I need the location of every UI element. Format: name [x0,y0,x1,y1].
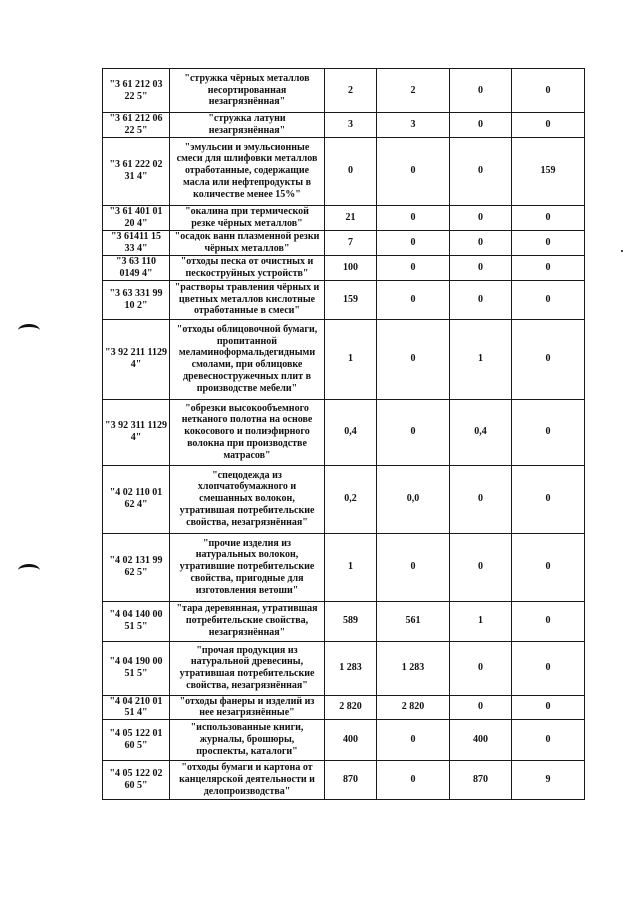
value-cell-3: 870 [450,761,512,800]
table-row [103,695,585,720]
waste-code-cell: "3 61 212 03 22 5" [103,69,170,113]
value-cell-1: 1 283 [325,641,377,695]
value-cell-1: 1 [325,319,377,399]
value-cell-4: 0 [512,399,585,465]
value-cell-3: 0 [450,113,512,138]
waste-description-cell: "отходы облицовочной бумаги, пропитанной меламиноформальдегидными смолами, при облицовке древесностружечных плит в производстве мебели" [170,319,325,399]
value-cell-1: 400 [325,720,377,761]
waste-code-cell: "4 05 122 01 60 5" [103,720,170,761]
waste-code-cell: "3 63 110 0149 4" [103,255,170,280]
value-cell-3: 0 [450,69,512,113]
value-cell-3: 0 [450,137,512,205]
value-cell-3: 0 [450,533,512,601]
value-cell-4: 0 [512,280,585,319]
waste-description-cell: "осадок ванн плазменной резки чёрных металлов" [170,230,325,255]
waste-description-cell: "использованные книги, журналы, брошюры, проспекты, каталоги" [170,720,325,761]
waste-description-cell: "обрезки высокообъемного нетканого полотна на основе кокосового и полиэфирного волокна при производстве матрасов" [170,399,325,465]
table-row [103,533,585,601]
table-row [103,230,585,255]
value-cell-2: 0 [377,137,450,205]
value-cell-2: 2 [377,69,450,113]
table-row [103,255,585,280]
waste-code-cell: "4 04 140 00 51 5" [103,601,170,641]
table-row [103,761,585,800]
value-cell-2: 2 820 [377,695,450,720]
table-row [103,720,585,761]
value-cell-2: 0 [377,720,450,761]
value-cell-4: 9 [512,761,585,800]
table-row [103,465,585,533]
value-cell-1: 100 [325,255,377,280]
table-row [103,601,585,641]
value-cell-3: 400 [450,720,512,761]
value-cell-2: 561 [377,601,450,641]
waste-description-cell: "прочие изделия из натуральных волокон, утратившие потребительские свойства, пригодные для изготовления ветоши" [170,533,325,601]
value-cell-4: 0 [512,601,585,641]
waste-code-cell: "3 61 401 01 20 4" [103,205,170,230]
value-cell-4: 0 [512,641,585,695]
scan-mark [18,324,40,337]
value-cell-1: 3 [325,113,377,138]
value-cell-2: 0 [377,230,450,255]
value-cell-4: 0 [512,695,585,720]
value-cell-1: 589 [325,601,377,641]
table-row [103,319,585,399]
value-cell-2: 0 [377,399,450,465]
value-cell-4: 0 [512,230,585,255]
value-cell-1: 7 [325,230,377,255]
table-row [103,641,585,695]
value-cell-2: 0 [377,319,450,399]
table-row [103,137,585,205]
value-cell-1: 2 [325,69,377,113]
value-cell-3: 0 [450,641,512,695]
waste-code-cell: "4 02 110 01 62 4" [103,465,170,533]
value-cell-2: 0 [377,280,450,319]
waste-description-cell: "отходы фанеры и изделий из нее незагрязнённые" [170,695,325,720]
value-cell-4: 0 [512,720,585,761]
value-cell-3: 0 [450,205,512,230]
waste-description-cell: "тара деревянная, утратившая потребительские свойства, незагрязнённая" [170,601,325,641]
waste-description-cell: "стружка латуни незагрязнённая" [170,113,325,138]
table-row [103,113,585,138]
waste-description-cell: "эмульсии и эмульсионные смеси для шлифовки металлов отработанные, содержащие масла или нефтепродукты в количестве менее 15%" [170,137,325,205]
waste-table [102,68,585,800]
value-cell-1: 1 [325,533,377,601]
waste-code-cell: "3 92 211 1129 4" [103,319,170,399]
value-cell-3: 1 [450,601,512,641]
value-cell-2: 0 [377,205,450,230]
value-cell-2: 0,0 [377,465,450,533]
scan-dot [621,250,623,252]
value-cell-3: 0 [450,465,512,533]
waste-code-cell: "3 63 331 99 10 2" [103,280,170,319]
value-cell-4: 0 [512,465,585,533]
value-cell-2: 3 [377,113,450,138]
value-cell-1: 0,2 [325,465,377,533]
value-cell-4: 0 [512,69,585,113]
value-cell-4: 0 [512,113,585,138]
value-cell-1: 0 [325,137,377,205]
value-cell-2: 0 [377,255,450,280]
value-cell-3: 0 [450,695,512,720]
waste-description-cell: "растворы травления чёрных и цветных металлов кислотные отработанные в смеси" [170,280,325,319]
value-cell-3: 0,4 [450,399,512,465]
waste-code-cell: "4 04 210 01 51 4" [103,695,170,720]
waste-code-cell: "4 05 122 02 60 5" [103,761,170,800]
waste-code-cell: "3 61 222 02 31 4" [103,137,170,205]
waste-code-cell: "3 61 212 06 22 5" [103,113,170,138]
table-row [103,399,585,465]
waste-code-cell: "4 04 190 00 51 5" [103,641,170,695]
value-cell-1: 870 [325,761,377,800]
table-row [103,280,585,319]
waste-description-cell: "окалина при термической резке чёрных металлов" [170,205,325,230]
value-cell-1: 2 820 [325,695,377,720]
value-cell-4: 0 [512,205,585,230]
waste-code-cell: "4 02 131 99 62 5" [103,533,170,601]
value-cell-1: 0,4 [325,399,377,465]
value-cell-3: 0 [450,255,512,280]
value-cell-2: 0 [377,761,450,800]
value-cell-4: 0 [512,533,585,601]
value-cell-4: 0 [512,255,585,280]
value-cell-1: 21 [325,205,377,230]
waste-description-cell: "отходы бумаги и картона от канцелярской деятельности и делопроизводства" [170,761,325,800]
waste-description-cell: "отходы песка от очистных и пескоструйных устройств" [170,255,325,280]
waste-description-cell: "стружка чёрных металлов несортированная незагрязнённая" [170,69,325,113]
value-cell-4: 0 [512,319,585,399]
waste-code-cell: "3 61411 15 33 4" [103,230,170,255]
value-cell-3: 0 [450,230,512,255]
scan-mark [18,564,40,577]
table-row [103,69,585,113]
value-cell-3: 0 [450,280,512,319]
waste-code-cell: "3 92 311 1129 4" [103,399,170,465]
waste-description-cell: "прочая продукция из натуральной древесины, утратившая потребительские свойства, незагрязнённая" [170,641,325,695]
value-cell-2: 1 283 [377,641,450,695]
value-cell-2: 0 [377,533,450,601]
value-cell-4: 159 [512,137,585,205]
value-cell-3: 1 [450,319,512,399]
table-row [103,205,585,230]
value-cell-1: 159 [325,280,377,319]
waste-description-cell: "спецодежда из хлопчатобумажного и смешанных волокон, утратившая потребительские свойства, незагрязнённая" [170,465,325,533]
